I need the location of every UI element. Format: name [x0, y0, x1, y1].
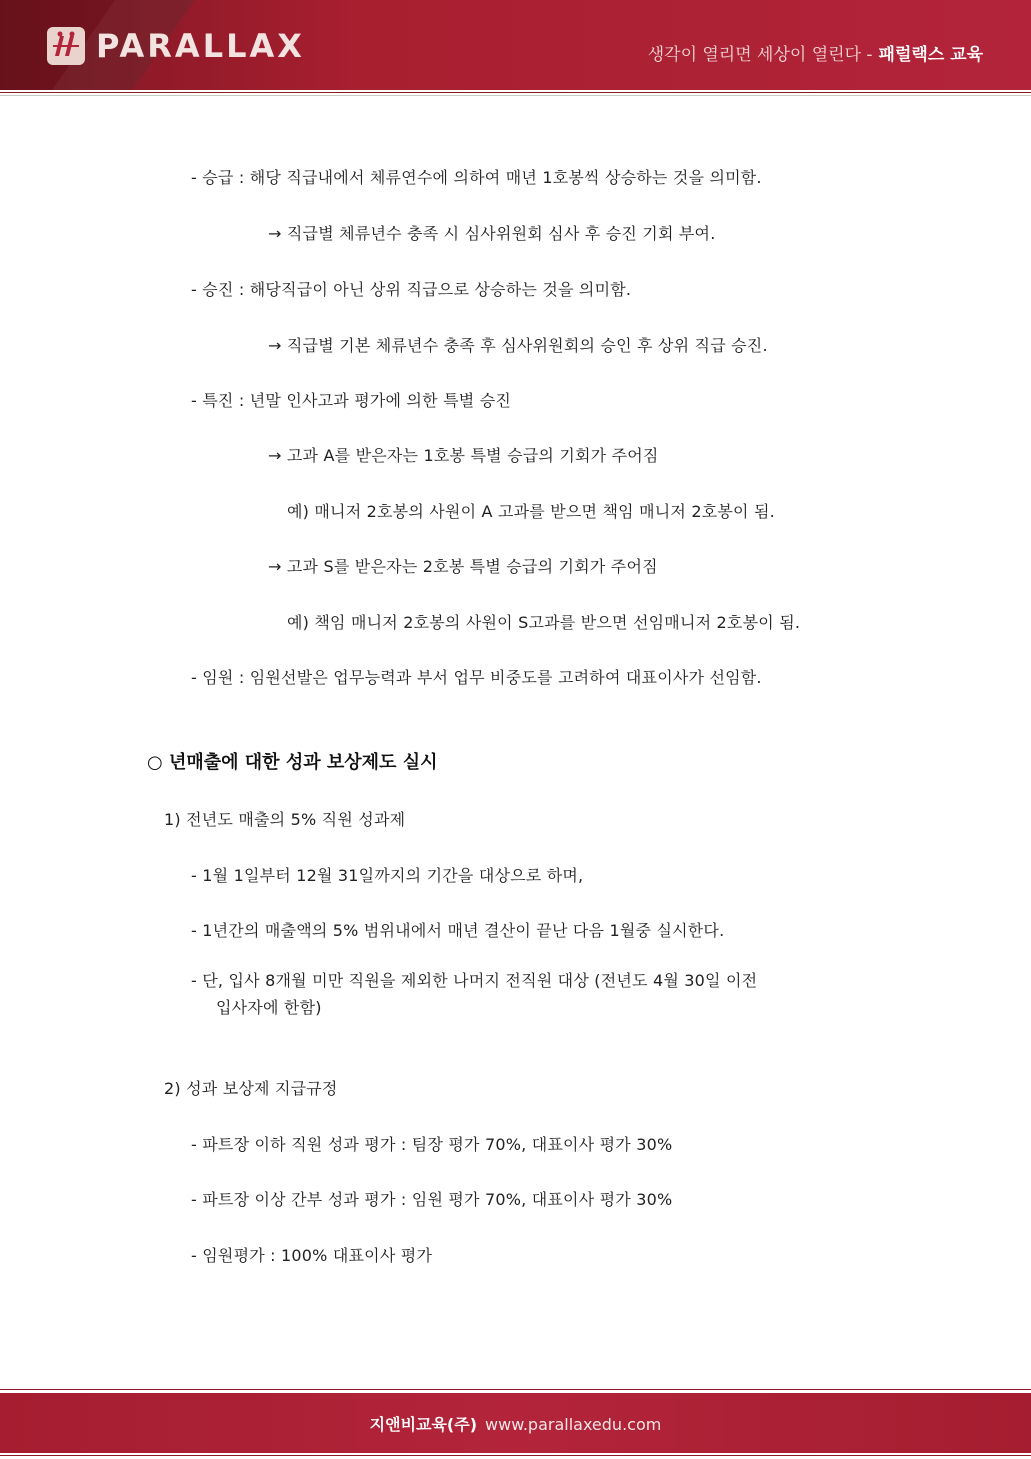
list-item: - 임원평가 : 100% 대표이사 평가 — [191, 1246, 433, 1265]
list-item-continuation: 입사자에 한함) — [216, 998, 322, 1017]
section-title: ○ 년매출에 대한 성과 보상제도 실시 — [147, 752, 438, 773]
footer-company: 지앤비교육(주) — [369, 1414, 478, 1434]
footer-divider — [0, 1389, 1031, 1390]
footer-text — [370, 1412, 662, 1435]
promotion-rule-line: - 승진 : 해당직급이 아닌 상위 직급으로 상승하는 것을 의미함. — [191, 280, 632, 299]
promotion-rule-line: → 직급별 체류년수 충족 시 심사위원회 심사 후 승진 기회 부여. — [268, 224, 716, 243]
list-item: - 1월 1일부터 12월 31일까지의 기간을 대상으로 하며, — [191, 866, 584, 885]
promotion-rule-line: → 직급별 기본 체류년수 충족 후 심사위원회의 승인 후 상위 직급 승진. — [268, 336, 768, 355]
logo — [46, 26, 305, 66]
logo-text: PARALLAX — [96, 27, 305, 65]
tagline-text: 생각이 열리면 세상이 열린다 - — [647, 45, 873, 65]
subsection-title: 1) 전년도 매출의 5% 직원 성과제 — [164, 810, 406, 829]
promotion-rule-line: - 특진 : 년말 인사고과 평가에 의한 특별 승진 — [191, 391, 512, 410]
page-header — [0, 0, 1031, 90]
promotion-example-line: 예) 매니저 2호봉의 사원이 A 고과를 받으면 책임 매니저 2호봉이 됨. — [287, 502, 775, 521]
footer-url: www.parallaxedu.com — [485, 1414, 662, 1434]
list-item: - 파트장 이하 직원 성과 평가 : 팀장 평가 70%, 대표이사 평가 30% — [191, 1135, 673, 1154]
list-item: - 파트장 이상 간부 성과 평가 : 임원 평가 70%, 대표이사 평가 30% — [191, 1190, 673, 1209]
list-item: - 단, 입사 8개월 미만 직원을 제외한 나머지 전직원 대상 (전년도 4월 30일 이전 — [191, 971, 758, 990]
list-item: - 1년간의 매출액의 5% 범위내에서 매년 결산이 끝난 다음 1월중 실시한다. — [191, 921, 725, 940]
brand-name: 패럴랙스 교육 — [878, 45, 983, 65]
promotion-rule-line: → 고과 S를 받은자는 2호봉 특별 승급의 기회가 주어짐 — [268, 557, 658, 576]
subsection-title: 2) 성과 보상제 지급규정 — [164, 1079, 338, 1098]
promotion-example-line: 예) 책임 매니저 2호봉의 사원이 S고과를 받으면 선임매니저 2호봉이 됨. — [287, 613, 801, 632]
parallax-logo-icon — [46, 26, 86, 66]
header-tagline — [648, 40, 983, 65]
promotion-rule-line: → 고과 A를 받은자는 1호봉 특별 승급의 기회가 주어짐 — [268, 446, 659, 465]
promotion-rule-line: - 임원 : 임원선발은 업무능력과 부서 업무 비중도를 고려하여 대표이사가 선임함. — [191, 668, 762, 687]
footer-divider-bottom — [0, 1455, 1031, 1456]
header-divider-thin — [0, 95, 1031, 96]
header-divider — [0, 92, 1031, 93]
promotion-rule-line: - 승급 : 해당 직급내에서 체류연수에 의하여 매년 1호봉씩 상승하는 것을 의미함. — [191, 168, 762, 187]
page-footer — [0, 1393, 1031, 1453]
